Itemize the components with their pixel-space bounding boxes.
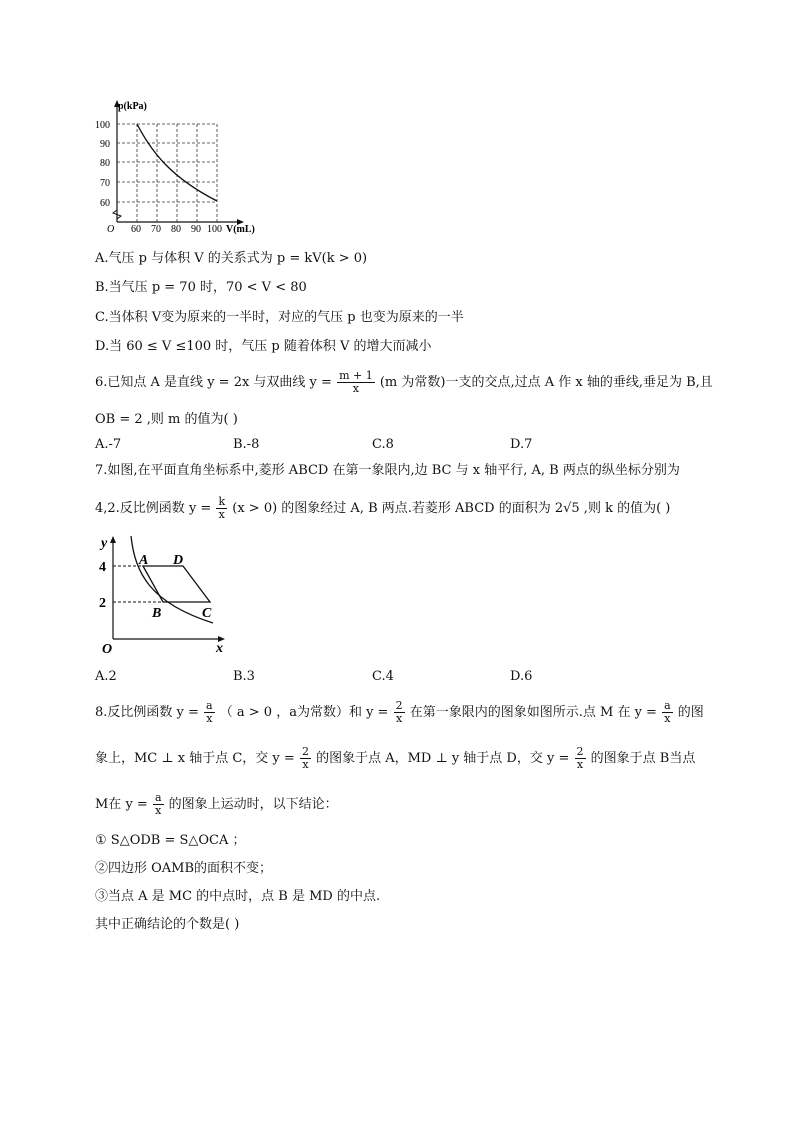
q8-frac-4 <box>300 746 311 771</box>
q8-stem-line2 <box>95 746 695 771</box>
y-tick-100: 100 <box>95 120 110 131</box>
q8-text-2c: 的图象于点 B当点 <box>590 751 696 766</box>
q7-text-a: 4,2.反比例函数 y = <box>95 501 212 516</box>
q6-text-b: (m 为常数)一支的交点,过点 A 作 x 轴的垂线,垂足为 B,且 <box>379 375 713 390</box>
q8-frac-5 <box>575 746 586 771</box>
q5-option-d: D.当 60 ≤ V ≤100 时，气压 p 随着体积 V 的增大而减小 <box>95 339 432 354</box>
x-tick-70: 70 <box>151 224 161 235</box>
q6-text-a: 6.已知点 A 是直线 y = 2x 与双曲线 y = <box>95 375 332 390</box>
origin-label: O <box>102 642 113 657</box>
x-axis-label: V(mL) <box>226 224 255 235</box>
q6-option-c: C.8 <box>372 437 394 452</box>
y-label: y <box>101 536 108 551</box>
q8-conclusion-2: ②四边形 OAMB的面积不变； <box>95 861 273 876</box>
q8-frac-1-den: x <box>204 712 215 725</box>
rhombus-abcd <box>143 566 210 602</box>
q7-option-b: B.3 <box>233 669 255 684</box>
x-tick-90: 90 <box>191 224 201 235</box>
q8-frac-5-den: x <box>575 758 586 771</box>
q8-frac-3-den: x <box>662 712 673 725</box>
q8-text-2a: 象上，MC ⊥ x 轴于点 C，交 y = <box>95 751 295 766</box>
q5-option-b: B.当气压 p = 70 时，70 < V < 80 <box>95 280 307 295</box>
q5-option-a: A.气压 p 与体积 V 的关系式为 p = kV(k > 0) <box>95 251 368 266</box>
q7-fraction <box>216 496 227 521</box>
q8-frac-1-num: a <box>206 699 213 712</box>
hyperbola-curve <box>131 536 213 623</box>
q8-frac-4-den: x <box>300 758 311 771</box>
q6-stem-line2: OB = 2 ,则 m 的值为( ) <box>95 412 238 427</box>
y-tick-70: 70 <box>100 178 110 189</box>
pressure-volume-graph <box>92 98 255 238</box>
q8-frac-6-num: a <box>154 791 162 804</box>
q6-fraction <box>337 370 375 395</box>
point-d-label: D <box>173 553 184 568</box>
q8-conclusion-1: ① S△ODB = S△OCA ； <box>95 833 246 848</box>
q8-frac-2-num: 2 <box>395 699 403 712</box>
point-b-label: B <box>152 606 162 621</box>
q7-option-d: D.6 <box>510 669 533 684</box>
q8-text-1a: 8.反比例函数 y = <box>95 705 199 720</box>
rhombus-graph <box>95 533 235 658</box>
q8-frac-6-den: x <box>153 804 164 817</box>
grid <box>117 124 217 222</box>
q7-frac-num: k <box>218 495 226 508</box>
x-tick-100: 100 <box>207 224 222 235</box>
q7-stem-line1: 7.如图,在平面直角坐标系中,菱形 ABCD 在第一象限内,边 BC 与 x 轴平行, A, B 两点的纵坐标分别为 <box>95 463 680 478</box>
q6-option-d: D.7 <box>510 437 533 452</box>
q8-stem-line1 <box>95 700 704 725</box>
q6-stem-line1 <box>95 370 713 395</box>
q7-text-b: (x > 0) 的图象经过 A, B 两点.若菱形 ABCD 的面积为 2√5 ,则 k 的值为( ) <box>232 501 671 516</box>
q8-text-1c: 在第一象限内的图象如图所示.点 M 在 y = <box>409 705 657 720</box>
q8-frac-6 <box>153 792 164 817</box>
x-tick-60: 60 <box>131 224 141 235</box>
q8-frac-5-num: 2 <box>576 745 584 758</box>
q8-text-3a: M在 y = <box>95 797 148 812</box>
q8-frac-3-num: a <box>664 699 671 712</box>
q8-frac-3 <box>662 700 673 725</box>
y-axis-arrow <box>110 536 116 543</box>
q5-option-c: C.当体积 V变为原来的一半时，对应的气压 p 也变为原来的一半 <box>95 310 464 325</box>
x-tick-80: 80 <box>171 224 181 235</box>
tick-4: 4 <box>99 560 106 575</box>
q7-option-c: C.4 <box>372 669 394 684</box>
y-tick-60: 60 <box>100 198 110 209</box>
y-tick-80: 80 <box>100 158 110 169</box>
q7-stem-line2 <box>95 496 670 521</box>
q8-text-1d: 的图 <box>677 705 704 720</box>
q8-stem-line3 <box>95 792 338 817</box>
q8-frac-2 <box>394 700 405 725</box>
q8-text-3b: 的图象上运动时，以下结论： <box>168 797 338 812</box>
q6-frac-den: x <box>337 382 375 395</box>
q6-frac-num: m + 1 <box>339 369 373 382</box>
y-axis-label: p(kPa) <box>118 101 147 112</box>
q8-frac-4-num: 2 <box>301 745 309 758</box>
tick-2: 2 <box>99 596 106 611</box>
x-label: x <box>216 641 223 656</box>
q8-text-2b: 的图象于点 A，MD ⊥ y 轴于点 D，交 y = <box>316 751 570 766</box>
q8-conclusion-3: ③当点 A 是 MC 的中点时，点 B 是 MD 的中点. <box>95 889 381 904</box>
q8-frac-1 <box>204 700 215 725</box>
y-tick-90: 90 <box>100 139 110 150</box>
point-c-label: C <box>202 606 212 621</box>
q8-text-1b: （ a > 0 ，a为常数）和 y = <box>219 705 389 720</box>
q6-option-a: A.-7 <box>95 437 122 452</box>
q6-option-b: B.-8 <box>233 437 260 452</box>
q7-frac-den: x <box>216 508 227 521</box>
point-a-label: A <box>139 553 149 568</box>
origin-label: O <box>107 224 115 235</box>
q8-question: 其中正确结论的个数是( ) <box>95 917 240 932</box>
q7-option-a: A.2 <box>95 669 117 684</box>
q8-frac-2-den: x <box>394 712 405 725</box>
